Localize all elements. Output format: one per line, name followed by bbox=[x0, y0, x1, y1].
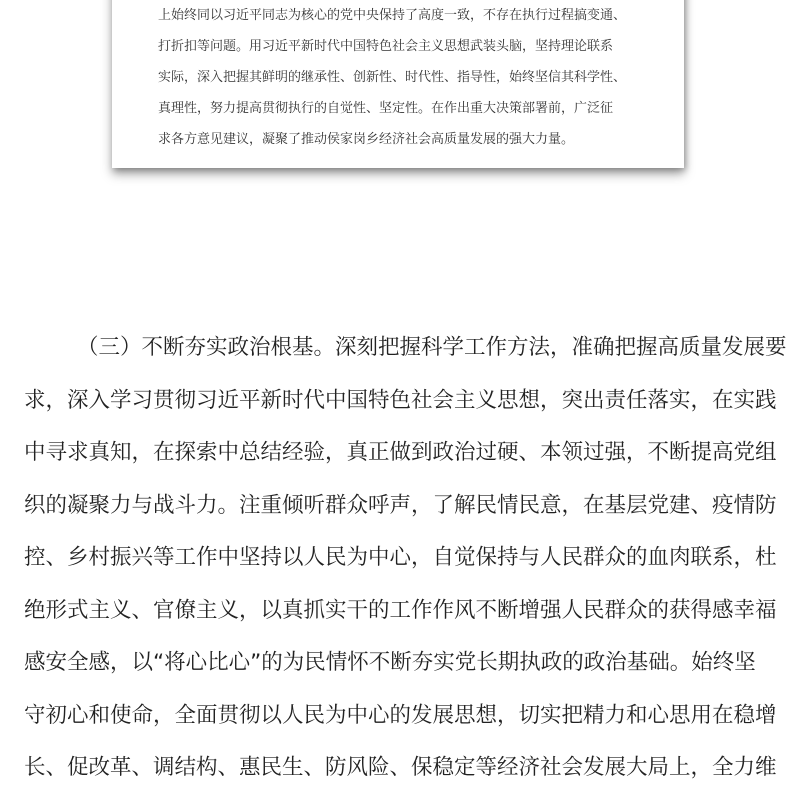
paragraph-line: （三）不断夯实政治根基。深刻把握科学工作方法，准确把握高质量发展要 bbox=[77, 335, 787, 360]
paragraph-line: 控、乡村振兴等工作中坚持以人民为中心，自觉保持与人民群众的血肉联系，杜 bbox=[24, 545, 777, 570]
paragraph-line: 中寻求真知，在探索中总结经验，真正做到政治过硬、本领过强，不断提高党组 bbox=[24, 440, 777, 465]
excerpt-line: 打折扣等问题。用习近平新时代中国特色社会主义思想武装头脑，坚持理论联系 bbox=[158, 39, 614, 54]
paragraph-line: 织的凝聚力与战斗力。注重倾听群众呼声，了解民情民意，在基层党建、疫情防 bbox=[24, 492, 777, 518]
excerpt-line: 求各方意见建议，凝聚了推动侯家岗乡经济社会高质量发展的强大力量。 bbox=[158, 132, 575, 147]
paragraph-line: 绝形式主义、官僚主义，以真抓实干的工作作风不断增强人民群众的获得感幸福 bbox=[24, 597, 777, 623]
body-paragraph bbox=[24, 322, 787, 795]
excerpt-line: 上始终同以习近平同志为核心的党中央保持了高度一致，不存在执行过程搞变通、 bbox=[158, 8, 627, 23]
excerpt-card bbox=[112, 0, 684, 168]
excerpt-line: 真理性，努力提高贯彻执行的自觉性、坚定性。在作出重大决策部署前，广泛征 bbox=[158, 101, 614, 116]
paragraph-line: 长、促改革、调结构、惠民生、防风险、保稳定等经济社会发展大局上，全力维 bbox=[24, 755, 777, 780]
excerpt-line: 实际，深入把握其鲜明的继承性、创新性、时代性、指导性，始终坚信其科学性、 bbox=[158, 70, 627, 85]
paragraph-line: 感安全感，以“将心比心”的为民情怀不断夯实党长期执政的政治基础。始终坚 bbox=[24, 650, 756, 675]
paragraph-line: 求，深入学习贯彻习近平新时代中国特色社会主义思想，突出责任落实，在实践 bbox=[24, 387, 777, 413]
excerpt-text bbox=[158, 0, 658, 155]
paragraph-line: 守初心和使命，全面贯彻以人民为中心的发展思想，切实把精力和心思用在稳增 bbox=[24, 702, 777, 728]
